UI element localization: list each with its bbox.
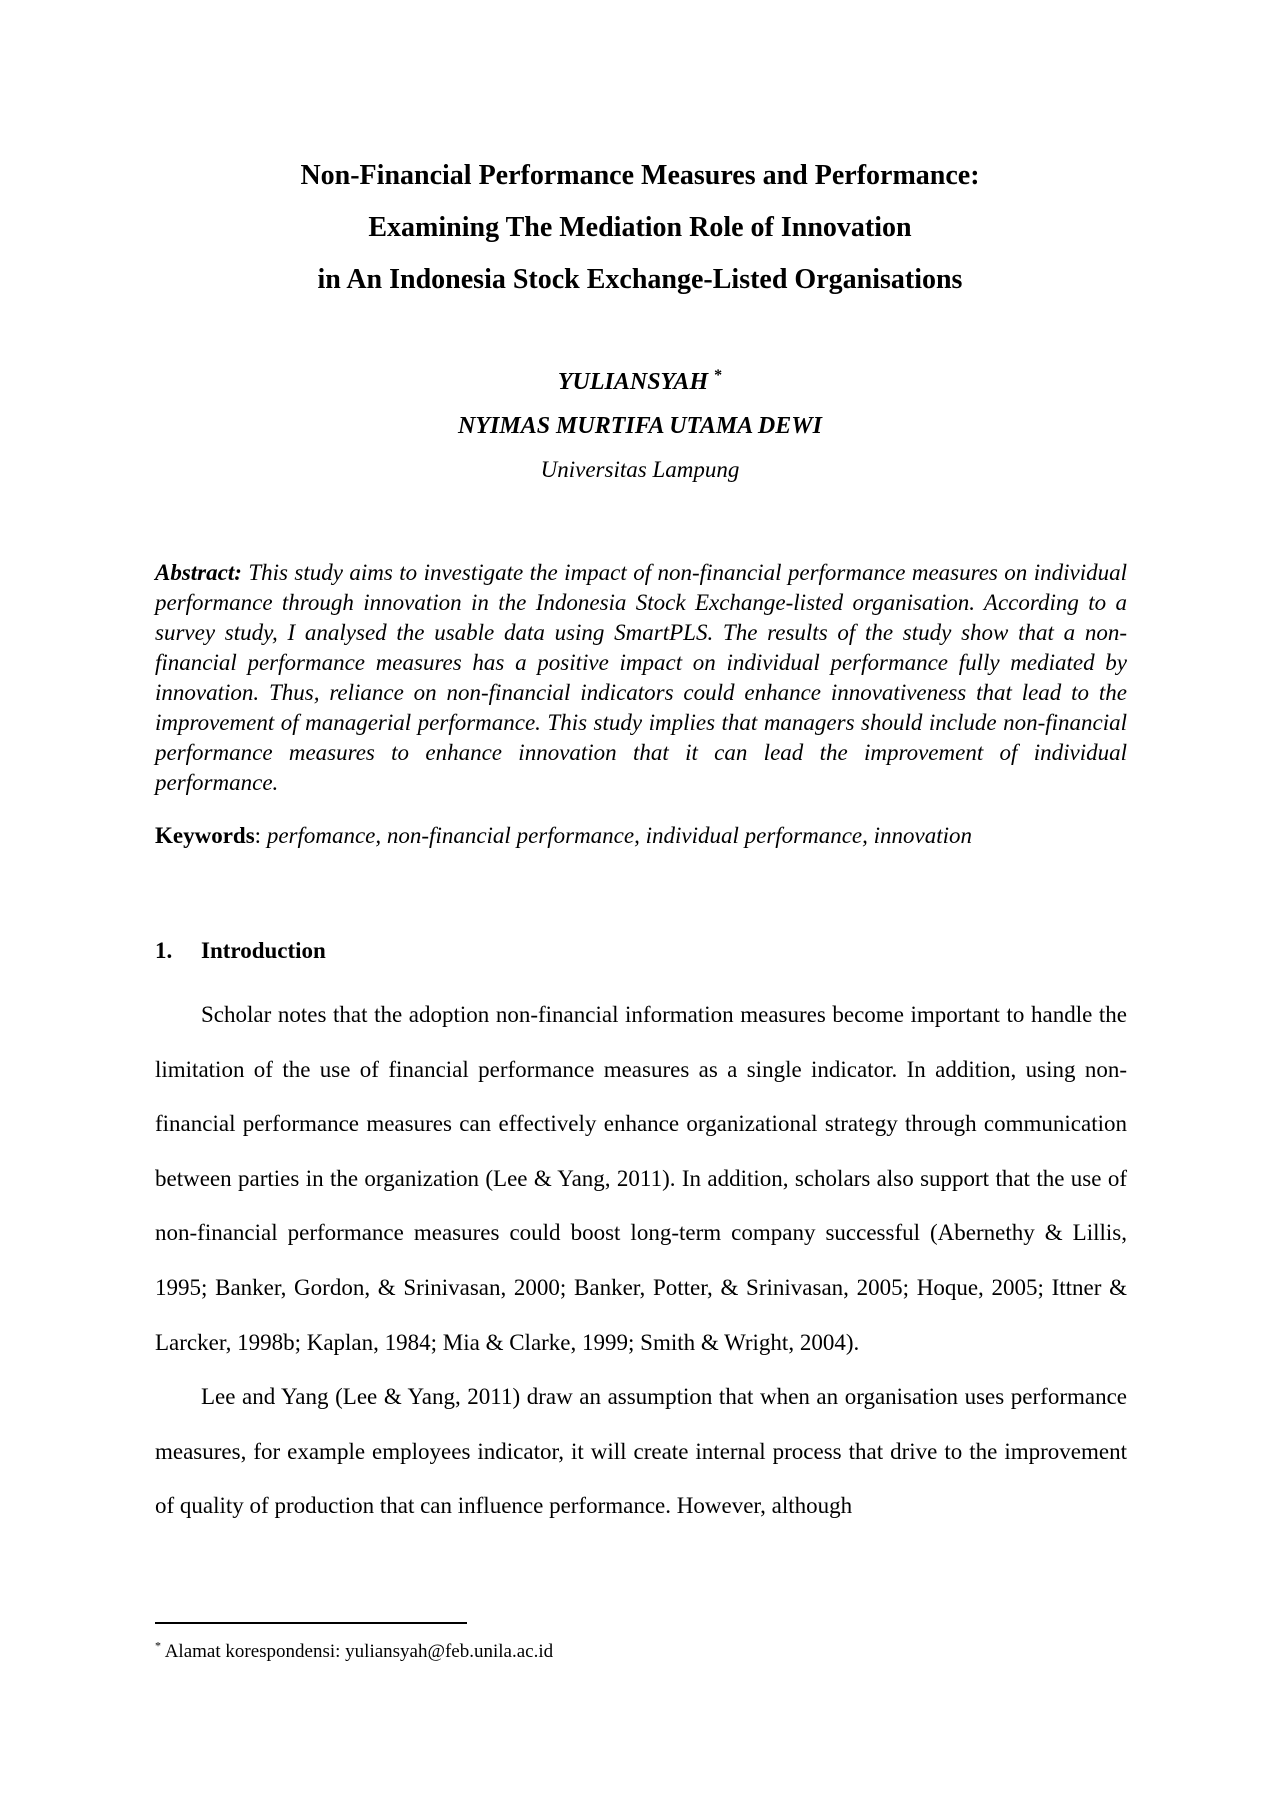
title-line-2: Examining The Mediation Role of Innovation	[368, 212, 912, 243]
author-primary-name: YULIANSYAH	[557, 369, 709, 395]
footnote	[155, 1640, 553, 1664]
section-number: 1.	[155, 938, 173, 963]
keywords-text: perfomance, non-financial performance, individual performance, innovation	[266, 823, 973, 848]
footnote-divider	[155, 1622, 467, 1624]
keywords-separator: :	[254, 823, 267, 848]
title-line-3: in An Indonesia Stock Exchange-Listed Organisations	[317, 264, 963, 295]
abstract-text: This study aims to investigate the impact of non-financial performance measures on individual performance through innovation in the Indonesia Stock Exchange-listed organisation. According to a survey study, I analysed the usable data using SmartPLS. The results of the study show that a non-financial performance measures has a positive impact on individual performance fully mediated by innovation. Thus, reliance on non-financial indicators could enhance innovativeness that lead to the improvement of managerial performance. This study implies that managers should include non-financial performance measures to enhance innovation that it can lead the improvement of individual performance.	[155, 560, 1128, 795]
abstract-label: Abstract:	[155, 560, 242, 585]
abstract	[155, 558, 1127, 798]
author-affiliation: Universitas Lampung	[540, 457, 740, 482]
footnote-text: Alamat korespondensi: yuliansyah@feb.unila.ac.id	[164, 1641, 554, 1662]
footnote-mark: *	[155, 1638, 161, 1653]
paragraph-1: Scholar notes that the adoption non-financial information measures become important to handle the limitation of the use of financial performance measures as a single indicator. In addition, using non-financial performance measures can effectively enhance organizational strategy through communication between parties in the organization (Lee & Yang, 2011). In addition, scholars also support that the use of non-financial performance measures could boost long-term company successful (Abernethy & Lillis, 1995; Banker, Gordon, & Srinivasan, 2000; Banker, Potter, & Srinivasan, 2005; Hoque, 2005; Ittner & Larcker, 1998b; Kaplan, 1984; Mia & Clarke, 1999; Smith & Wright, 2004).	[155, 1002, 1127, 1355]
section-title: Introduction	[201, 938, 326, 963]
keywords-label: Keywords	[155, 823, 255, 848]
keywords	[155, 821, 1127, 851]
title-line-1: Non-Financial Performance Measures and Performance:	[300, 160, 980, 191]
corresponding-author-mark: *	[714, 367, 723, 384]
paper-title	[0, 150, 1280, 306]
author-primary	[0, 360, 1280, 404]
introduction-body	[155, 988, 1127, 1534]
section-heading-introduction	[155, 936, 326, 966]
author-block	[0, 360, 1280, 492]
paragraph-2: Lee and Yang (Lee & Yang, 2011) draw an assumption that when an organisation uses performance measures, for example employees indicator, it will create internal process that drive to the improvement of quality of production that can influence performance. However, although	[155, 1384, 1127, 1519]
author-secondary: NYIMAS MURTIFA UTAMA DEWI	[458, 413, 822, 439]
